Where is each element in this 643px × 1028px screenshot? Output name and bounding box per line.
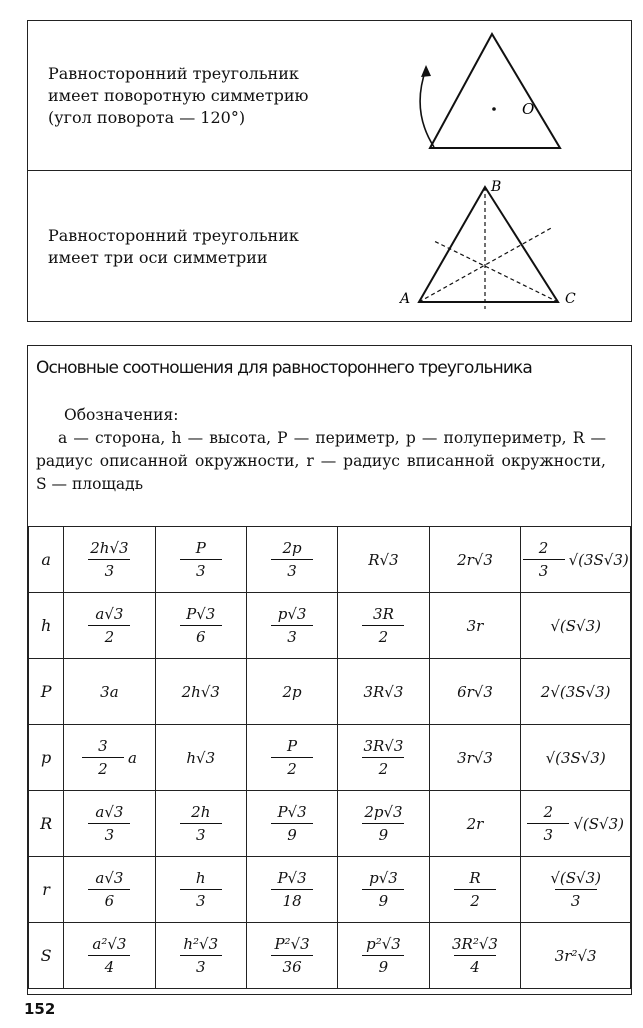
formula-cell: [338, 593, 429, 659]
denominator: 2: [362, 757, 404, 778]
denominator: 9: [362, 955, 404, 976]
formula-cell: [429, 527, 521, 593]
formula-cell: [246, 791, 337, 857]
page-number: 152: [24, 1000, 56, 1018]
denominator: 6: [180, 625, 222, 646]
formula-cell: [521, 593, 631, 659]
fraction: [360, 737, 406, 778]
text-line: Равносторонний треугольник: [48, 64, 299, 83]
row-label: h: [29, 593, 64, 659]
numerator: h²√3: [183, 935, 219, 953]
numerator: P√3: [186, 605, 216, 623]
formula-cell: [246, 659, 337, 725]
formula-cell: [155, 725, 246, 791]
formula-cell: [246, 593, 337, 659]
formula-suffix: √(S√3): [573, 814, 624, 833]
fraction: [362, 935, 404, 976]
fraction: [180, 539, 222, 580]
denominator: 3: [180, 823, 222, 844]
formula-cell: [521, 659, 631, 725]
formula-cell: [246, 527, 337, 593]
numerator: h: [195, 869, 206, 887]
denominator: 6: [88, 889, 130, 910]
table-row: [29, 527, 631, 593]
formula-text: √(S√3): [550, 616, 601, 635]
formula-cell: [521, 725, 631, 791]
formula-text: √(3S√3): [545, 748, 606, 767]
relations-title: Основные соотношения для равностороннего треугольника: [36, 358, 532, 378]
formula-text: h√3: [186, 748, 216, 767]
formula-text: 3a: [100, 682, 119, 701]
fraction: [271, 737, 313, 778]
center-point: [492, 107, 496, 111]
numerator: 2p√3: [364, 803, 403, 821]
denominator: 3: [88, 559, 130, 580]
numerator: a²√3: [92, 935, 127, 953]
denominator: 3: [271, 625, 313, 646]
row-label: a: [29, 527, 64, 593]
fraction: [271, 803, 313, 844]
formula-cell: [338, 725, 429, 791]
denominator: 3: [180, 559, 222, 580]
formula-cell: [155, 857, 246, 923]
fraction: [87, 539, 131, 580]
notation-block: [36, 404, 606, 496]
denominator: 3: [271, 559, 313, 580]
axes-diagram: [28, 171, 631, 321]
numerator: 3R²√3: [452, 935, 498, 953]
fraction: [88, 869, 130, 910]
formula-text: 3r²√3: [554, 946, 597, 965]
fraction: [271, 539, 313, 580]
text-line: (угол поворота — 120°): [48, 108, 246, 127]
formula-cell: [64, 857, 155, 923]
formula-cell: [429, 593, 521, 659]
formula-cell: [246, 857, 337, 923]
denominator: 3: [180, 889, 222, 910]
formula-suffix: a: [127, 748, 137, 767]
denominator: 3: [555, 889, 597, 910]
numerator: p√3: [369, 869, 398, 887]
formula-cell: [155, 659, 246, 725]
numerator: P√3: [277, 869, 307, 887]
formula-text: 2r: [466, 814, 484, 833]
formula-cell: [338, 923, 429, 989]
numerator: a√3: [95, 869, 124, 887]
table-row: [29, 659, 631, 725]
formula-text: R√3: [368, 550, 399, 569]
formula-text: 2h√3: [181, 682, 220, 701]
fraction: [362, 605, 404, 646]
table-row: [29, 857, 631, 923]
axes-symmetry-row: [28, 171, 631, 321]
numerator: R: [469, 869, 481, 887]
formula-text: 2p: [282, 682, 302, 701]
denominator: 3: [523, 559, 565, 580]
row-label: P: [29, 659, 64, 725]
formula-cell: [246, 923, 337, 989]
denominator: 36: [271, 955, 313, 976]
numerator: 2h√3: [90, 539, 129, 557]
denominator: 9: [271, 823, 313, 844]
denominator: 3: [88, 823, 130, 844]
fraction: [362, 869, 404, 910]
formula-cell: [429, 857, 521, 923]
formula-text: 2r√3: [457, 550, 493, 569]
fraction: [449, 935, 501, 976]
table-row: [29, 923, 631, 989]
fraction: [88, 935, 130, 976]
denominator: 9: [362, 823, 404, 844]
vertex-label-a: A: [400, 291, 411, 307]
formula-cell: [521, 857, 631, 923]
formula-cell: [429, 725, 521, 791]
numerator: 3R: [373, 605, 394, 623]
text-line: имеет три оси симметрии: [48, 248, 268, 267]
denominator: 2: [362, 625, 404, 646]
denominator: 3: [180, 955, 222, 976]
formula-cell: [429, 791, 521, 857]
numerator: P: [287, 737, 298, 755]
center-label: O: [522, 100, 535, 118]
vertex-label-c: C: [565, 291, 576, 307]
numerator: a√3: [95, 803, 124, 821]
fraction: [88, 803, 130, 844]
notation-heading: Обозначения:: [64, 406, 179, 424]
fraction: [271, 935, 313, 976]
triangle-shape: [430, 34, 560, 148]
formula-text: 3R√3: [363, 682, 404, 701]
fraction: [361, 803, 405, 844]
denominator: 4: [88, 955, 130, 976]
row-label: p: [29, 725, 64, 791]
fraction: [88, 605, 130, 646]
rotation-arrow: [420, 69, 434, 147]
denominator: 2: [454, 889, 496, 910]
denominator: 2: [88, 625, 130, 646]
numerator: P√3: [277, 803, 307, 821]
formula-cell: [64, 791, 155, 857]
fraction: [454, 869, 496, 910]
arrow-head-icon: [421, 65, 431, 77]
table-row: [29, 593, 631, 659]
numerator: 2h: [191, 803, 211, 821]
fraction: [82, 737, 124, 778]
formula-cell: [155, 923, 246, 989]
formula-cell: [64, 527, 155, 593]
formula-cell: [521, 527, 631, 593]
axis-line: [419, 227, 553, 302]
formula-cell: [338, 527, 429, 593]
rotational-symmetry-row: [28, 21, 631, 171]
formula-cell: [64, 593, 155, 659]
formula-cell: [64, 725, 155, 791]
table-row: [29, 791, 631, 857]
numerator: a√3: [95, 605, 124, 623]
denominator: 18: [271, 889, 313, 910]
formula-cell: [338, 791, 429, 857]
formula-cell: [246, 725, 337, 791]
numerator: 2: [538, 539, 549, 557]
fraction: [180, 869, 222, 910]
fraction: [180, 605, 222, 646]
numerator: p√3: [277, 605, 307, 623]
numerator: √(S√3): [550, 869, 601, 887]
formula-cell: [338, 659, 429, 725]
fraction: [523, 539, 565, 580]
triangle-shape: [419, 187, 558, 302]
row-label: S: [29, 923, 64, 989]
row-label: r: [29, 857, 64, 923]
relations-box: [27, 345, 632, 995]
formula-cell: [155, 593, 246, 659]
denominator: 9: [362, 889, 404, 910]
rotation-diagram: [28, 21, 631, 171]
row-label: R: [29, 791, 64, 857]
text-line: Равносторонний треугольник: [48, 226, 299, 245]
numerator: 3: [98, 737, 108, 755]
formula-suffix: √(3S√3): [568, 550, 629, 569]
numerator: 2: [543, 803, 554, 821]
formula-cell: [429, 659, 521, 725]
denominator: 4: [454, 955, 496, 976]
fraction: [271, 605, 313, 646]
formula-text: 3r: [466, 616, 484, 635]
relations-table: [28, 526, 631, 989]
fraction: [527, 803, 569, 844]
formula-cell: [64, 923, 155, 989]
formula-cell: [338, 857, 429, 923]
fraction: [180, 803, 222, 844]
numerator: 3R√3: [363, 737, 404, 755]
formula-text: 2√(3S√3): [540, 682, 611, 701]
numerator: p²√3: [366, 935, 401, 953]
formula-cell: [64, 659, 155, 725]
text-line: имеет поворотную симметрию: [48, 86, 309, 105]
fraction: [180, 935, 222, 976]
formula-cell: [521, 923, 631, 989]
fraction: [271, 869, 313, 910]
formula-cell: [155, 527, 246, 593]
notation-text: a — сторона, h — высота, P — периметр, p — полупериметр, R — радиус описанной окружности, r — радиус вписанной окружности, S — площадь: [36, 429, 606, 493]
vertex-label-b: B: [491, 179, 502, 195]
formula-text: 6r√3: [457, 682, 493, 701]
denominator: 2: [271, 757, 313, 778]
symmetry-box: [27, 20, 632, 322]
numerator: 2p: [282, 539, 302, 557]
denominator: 2: [82, 757, 124, 778]
numerator: P: [195, 539, 206, 557]
table-row: [29, 725, 631, 791]
formula-text: 3r√3: [457, 748, 493, 767]
numerator: P²√3: [274, 935, 310, 953]
formula-cell: [521, 791, 631, 857]
denominator: 3: [527, 823, 569, 844]
fraction: [547, 869, 604, 910]
formula-cell: [155, 791, 246, 857]
formula-cell: [429, 923, 521, 989]
